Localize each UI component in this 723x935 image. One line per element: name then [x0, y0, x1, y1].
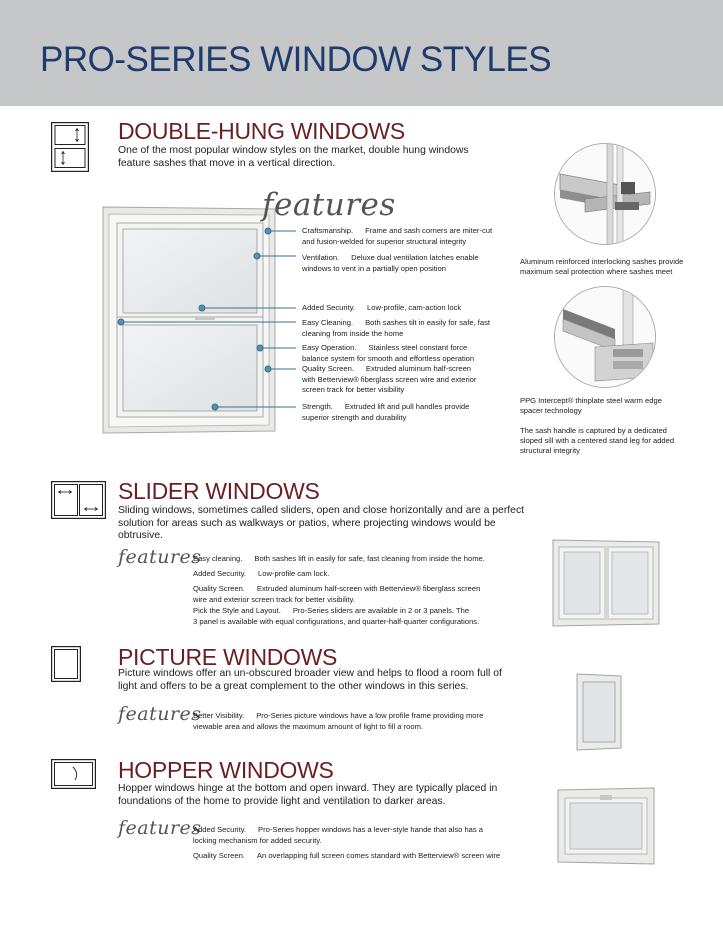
picture-icon [51, 646, 81, 682]
picture-feature-visibility: Better Visibility. Pro-Series picture windows have a low profile frame providing more viewable area and allows the maximum amount of light to fill a room. [193, 711, 484, 731]
hopper-window-image [556, 786, 656, 866]
slider-icon [51, 481, 106, 519]
dh-feature-operation: Easy Operation. Stainless steel constant force balance system for smooth and effortless operation [302, 343, 475, 363]
picture-features-heading: features [118, 703, 202, 725]
slider-feature-screen: Quality Screen. Extruded aluminum half-screen with Betterview® fiberglass screen wire and exterior screen track for better visibility. [193, 584, 481, 604]
slider-feature-layout: Pick the Style and Layout. Pro-Series sliders are available in 2 or 3 panels. The 3 panel is available with equal configurations, and quarter-half-quarter configurations. [193, 606, 480, 626]
slider-features-heading: features [118, 546, 202, 568]
sill-caption: The sash handle is captured by a dedicated sloped sill with a centered stand leg for added structural integrity [520, 426, 675, 455]
slider-description: Sliding windows, sometimes called sliders, open and close horizontally and are a perfect solution for areas such as walkways or patios, where projecting windows would be obtrusive. [118, 505, 525, 541]
hopper-feature-security: Added Security. Pro-Series hopper windows has a lever-style hande that also has a locking mechanism for added security. [193, 825, 484, 845]
sill-detail-image [554, 286, 656, 388]
dh-feature-cleaning: Easy Cleaning. Both sashes tilt in easily for safe, fast cleaning from inside the home [302, 318, 491, 338]
picture-title: PICTURE WINDOWS [118, 644, 338, 670]
slider-title: SLIDER WINDOWS [118, 478, 320, 504]
hopper-description: Hopper windows hinge at the bottom and open inward. They are typically placed in foundations of the home to provide light and ventilation to darker areas. [118, 783, 498, 807]
dh-feature-strength: Strength. Extruded lift and pull handles provide superior strength and durability [302, 402, 470, 422]
dh-feature-craftsmanship: Craftsmanship. Frame and sash corners are miter-cut and fusion-welded for superior structural integrity [302, 226, 493, 246]
dh-feature-screen: Quality Screen. Extruded aluminum half-screen with Betterview® fiberglass screen wire and exterior screen track for better visibility [302, 364, 477, 394]
hopper-icon [51, 759, 96, 789]
double-hung-features-heading: features [262, 187, 396, 223]
slider-feature-security: Added Security. Low-profile cam lock. [193, 569, 330, 578]
picture-window-image [575, 672, 623, 752]
sash-detail-caption: Aluminum reinforced interlocking sashes provide maximum seal protection where sashes meet [520, 257, 684, 276]
slider-window-image [551, 538, 661, 628]
hopper-title: HOPPER WINDOWS [118, 757, 334, 783]
hopper-features-heading: features [118, 817, 202, 839]
double-hung-description: One of the most popular window styles on the market, double hung windows feature sashes that move in a vertical direction. [118, 145, 469, 169]
sash-detail-image [554, 143, 656, 245]
hopper-feature-screen: Quality Screen. An overlapping full screen comes standard with Betterview® screen wire [193, 851, 501, 860]
spacer-caption: PPG Intercept® thinplate steel warm edge spacer technology [520, 396, 662, 415]
picture-description: Picture windows offer an un-obscured broader view and helps to flood a room full of light and offers to be a great complement to the other windows in this series. [118, 668, 502, 692]
dh-feature-security: Added Security. Low-profile, cam-action lock [302, 303, 462, 312]
slider-feature-cleaning: Easy cleaning. Both sashes lift in easily for safe, fast cleaning from inside the home. [193, 554, 485, 563]
page-title: PRO-SERIES WINDOW STYLES [40, 40, 552, 79]
double-hung-title: DOUBLE-HUNG WINDOWS [118, 118, 405, 144]
dh-feature-ventilation: Ventilation. Deluxe dual ventilation latches enable windows to vent in a partially open position [302, 253, 479, 273]
